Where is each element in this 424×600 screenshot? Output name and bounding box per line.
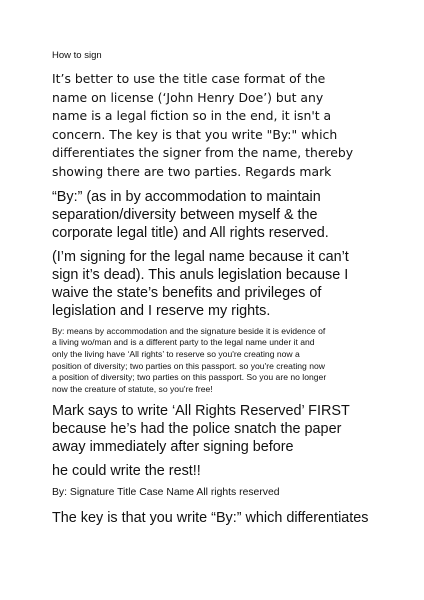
paragraph-write-the-rest (52, 462, 382, 480)
text-line: The key is that you write “By:” which differentiates (52, 509, 369, 526)
paragraph-key-by (52, 509, 382, 527)
text-line: (I’m signing for the legal name because it can’t (52, 248, 349, 265)
text-line: corporate legal title) and All rights reserved. (52, 224, 329, 241)
text-line: waive the state’s benefits and privileges of (52, 284, 322, 301)
page-heading: How to sign (52, 50, 102, 61)
paragraph-all-rights-first (52, 402, 382, 456)
text-line: a position of diversity; two parties on this passport. So you are no longer (52, 372, 327, 383)
text-line: only the living have ‘All rights’ to reserve so you're creating now a (52, 348, 300, 359)
paragraph-by-accommodation (52, 188, 382, 242)
text-line: By: means by accommodation and the signature beside it is evidence of (52, 325, 326, 336)
paragraph-title-case (52, 70, 382, 182)
text-line: showing there are two parties. Regards mark (52, 163, 332, 179)
text-line: It’s better to use the title case format of the (52, 71, 326, 86)
text-line: position of diversity; two parties on this passport. so you're creating now (52, 360, 325, 371)
paragraph-by-means (52, 326, 382, 396)
text-line: name on license (‘John Henry Doe’) but any (52, 89, 324, 105)
text-line: “By:” (as in by accommodation to maintain (52, 188, 321, 205)
text-line: name is a legal fiction so in the end, it isn't a (52, 108, 332, 124)
text-line: concern. The key is that you write "By:" which (52, 126, 338, 142)
text-line: because he’s had the police snatch the paper (52, 420, 342, 437)
text-line: sign it’s dead). This anuls legislation because I (52, 266, 349, 283)
text-line: differentiates the signer from the name, thereby (52, 145, 354, 161)
document-page (52, 50, 382, 533)
text-line: now the creature of statute, so you're free! (52, 384, 213, 395)
text-line: a living wo/man and is a different party to the legal name under it and (52, 337, 315, 348)
paragraph-signing-legal-name (52, 248, 382, 320)
text-line: Mark says to write ‘All Rights Reserved’ FIRST (52, 402, 350, 419)
text-line: away immediately after signing before (52, 438, 294, 455)
paragraph-signature-format: By: Signature Title Case Name All rights reserved (52, 486, 280, 498)
text-line: he could write the rest!! (52, 462, 201, 479)
text-line: separation/diversity between myself & the (52, 206, 318, 223)
text-line: legislation and I reserve my rights. (52, 302, 271, 319)
